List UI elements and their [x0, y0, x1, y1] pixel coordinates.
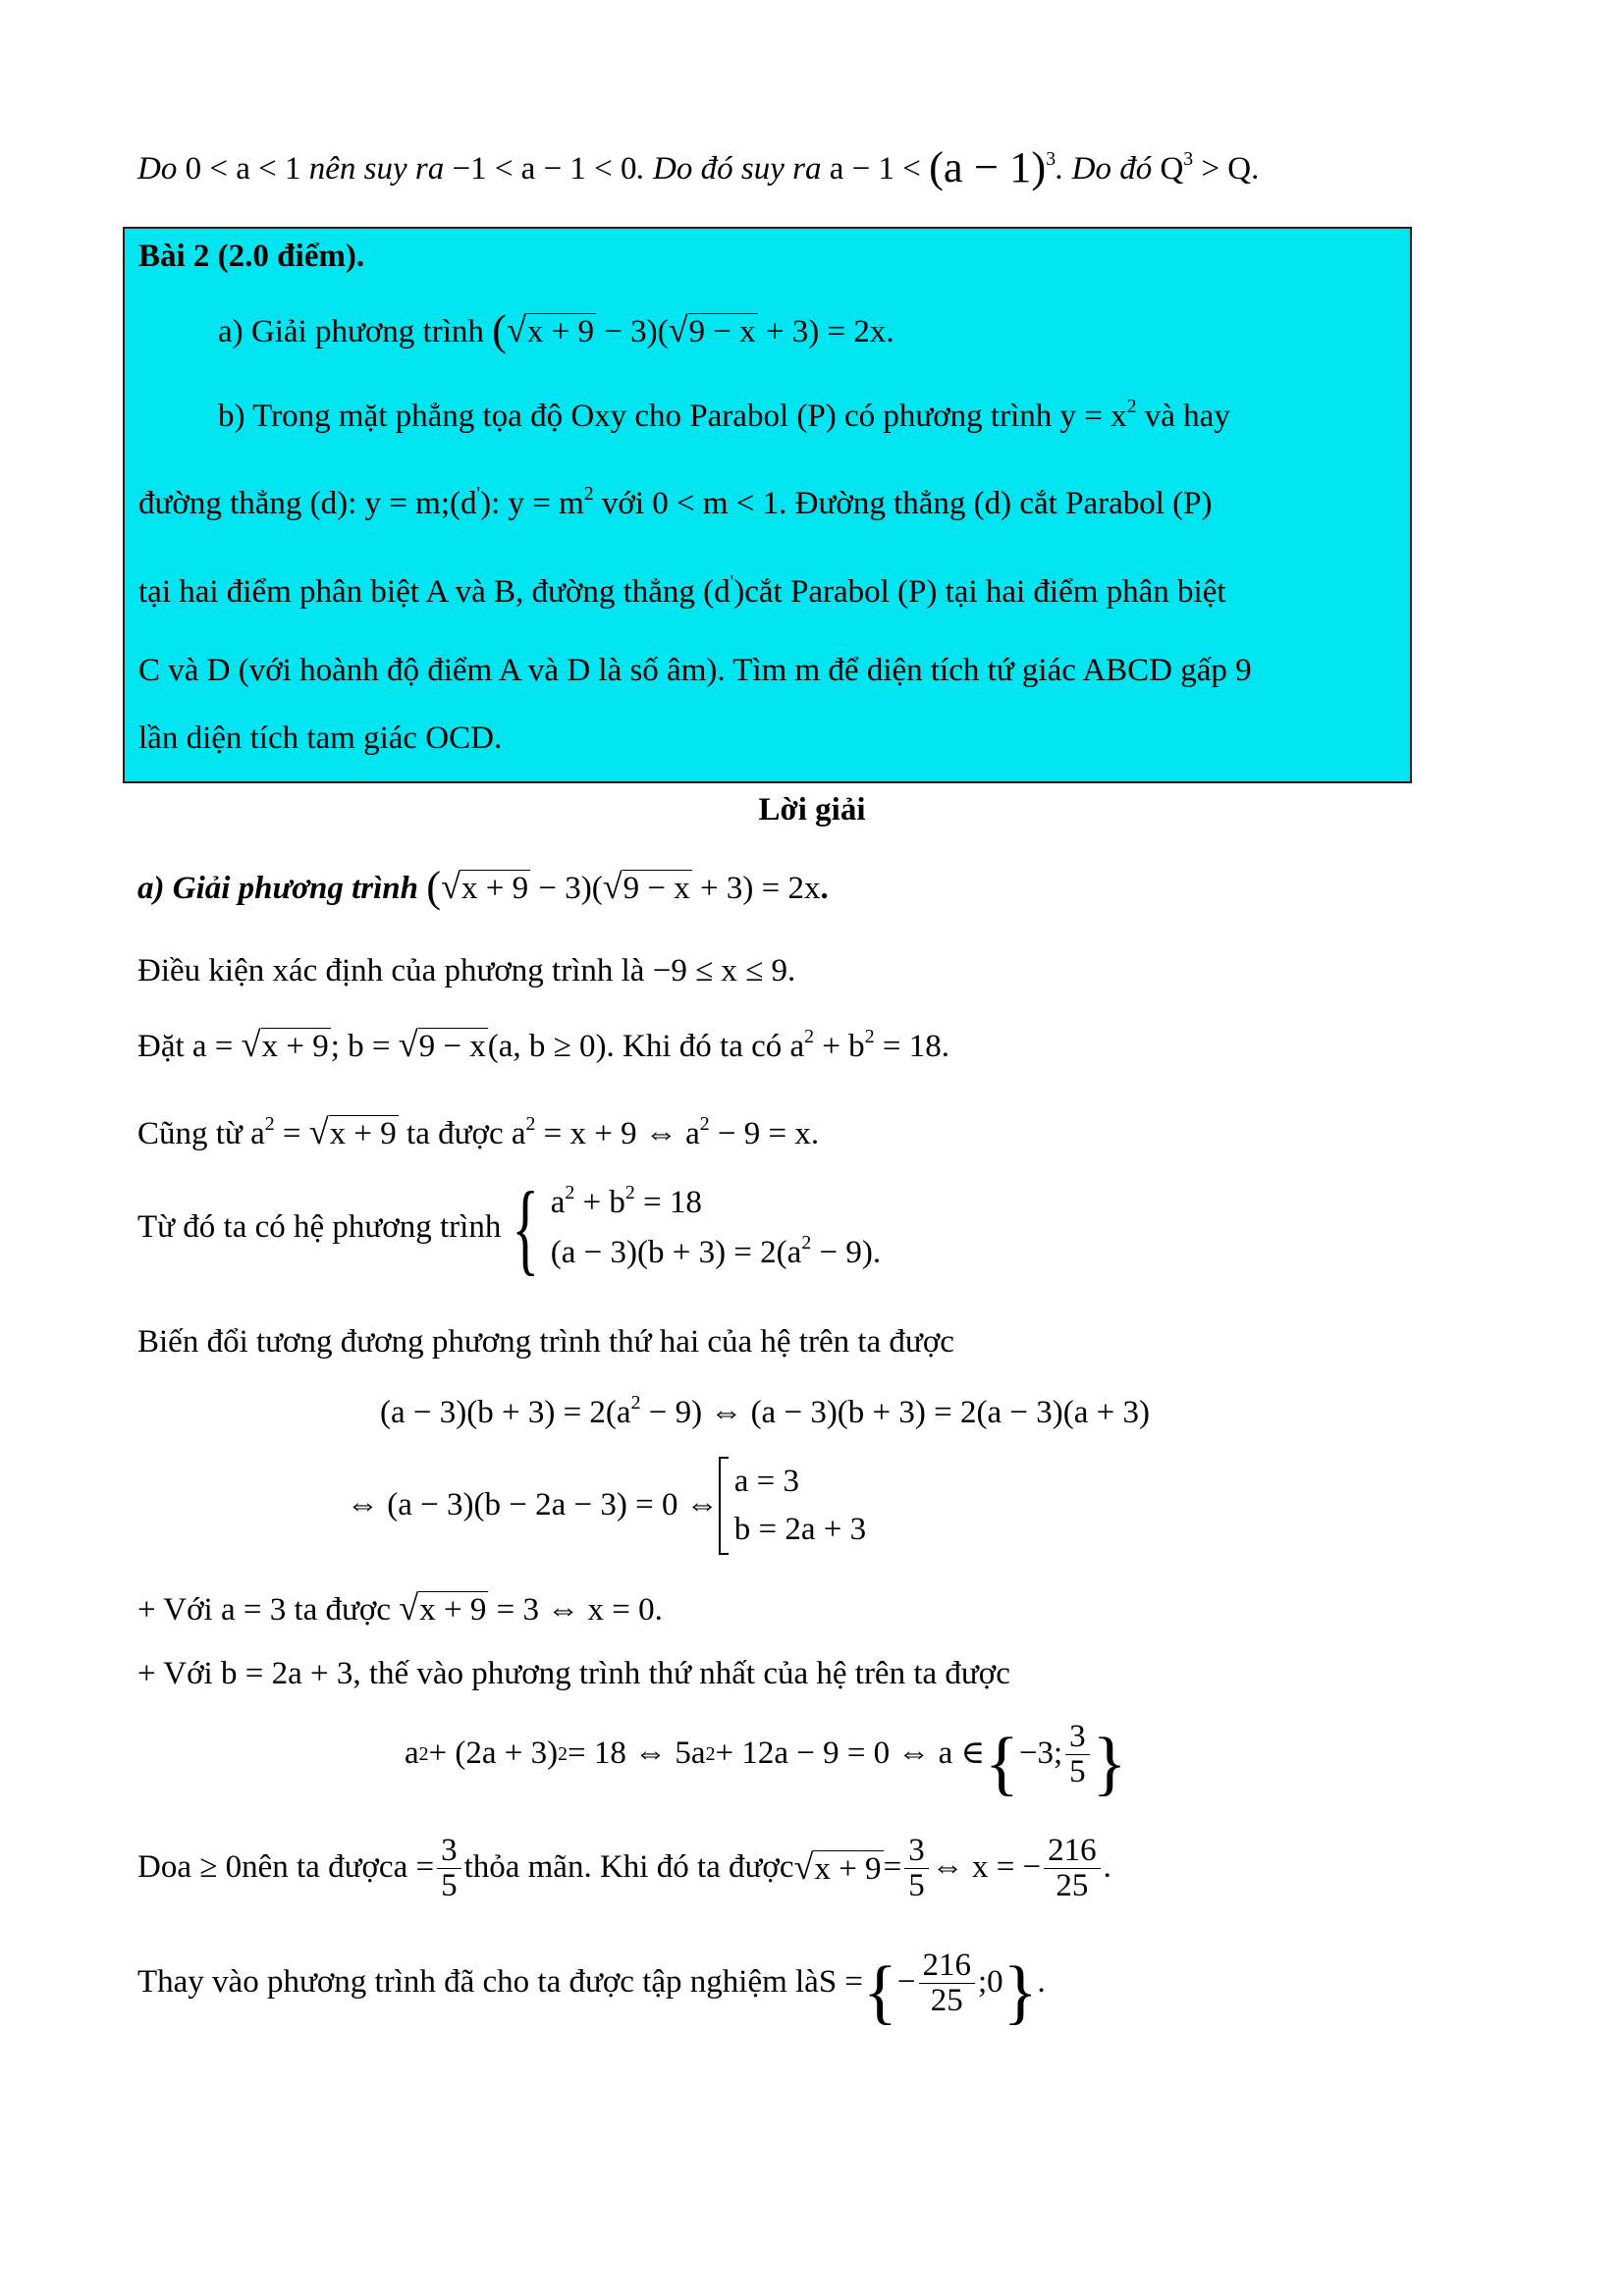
solution-part-a-heading: a) Giải phương trình (√x + 9 − 3)(√9 − x + 3) = 2x.: [137, 861, 829, 911]
problem-part-b-line5: lần diện tích tam giác OCD.: [138, 721, 503, 756]
transform-eq1: $(a - 3)(b + 3) = 2(a^2 - 9)$ ⇔ (a − 3)(b + 3) = 2(a − 3)(a + 3): [380, 1392, 1150, 1430]
solution-bracket: [719, 1457, 729, 1555]
sqrt-x-plus-9: √x + 9: [506, 310, 595, 349]
solution-heading: Lời giải: [758, 792, 866, 828]
final-line: Thay vào phương trình đã cho ta được tập nghiệm là S = { − $\frac{216}{25}$ ;0 } .: [137, 1948, 1046, 2031]
case1-line: + Với a = 3 ta được √x + 9 = 3 ⇔ x = 0.: [137, 1588, 663, 1628]
case2-line: + Với b = 2a + 3, thế vào phương trình thứ nhất của hệ trên ta được: [137, 1656, 1010, 1691]
problem-title: Bài 2 (2.0 điểm).: [138, 239, 365, 274]
problem-part-b-line2: đường thẳng (d): y = m;(d'): $y = m^2$ với 0 < m < 1. Đường thẳng (d) cắt Parabol (P): [138, 483, 1213, 521]
transform-eq2: ⇔ (a − 3)(b − 2a − 3) = 0 ⇔ a = 3 b = 2a + 3: [347, 1457, 866, 1555]
domain-condition: Điều kiện xác định của phương trình là −9 ≤ x ≤ 9.: [137, 953, 796, 988]
substitution-line: Đặt a = √x + 9; b = √9 − x(a, b ≥ 0). Khi đó ta có $a^2 + b^2 = 18$.: [137, 1025, 949, 1064]
also-line: Cũng từ $a^2 = √x + 9$ ta được $a^2 = x + 9$ ⇔ $a^2 - 9 = x$.: [137, 1112, 820, 1151]
problem-part-b-line3: tại hai điểm phân biệt A và B, đường thẳng (d')cắt Parabol (P) tại hai điểm phân biệt: [138, 571, 1226, 610]
transform-text: Biến đổi tương đương phương trình thứ hai của hệ trên ta được: [137, 1324, 954, 1360]
system-line: Từ đó ta có hệ phương trình { $a^2 + b^2 = 18$ $(a - 3)(b + 3) = 2(a^2 - 9)$.: [137, 1170, 882, 1286]
problem-part-b-line1: b) Trong mặt phẳng tọa độ Oxy cho Parabol (P) có phương trình $y = x^2$ và hay: [218, 396, 1230, 434]
problem-part-a: a) Giải phương trình (√x + 9 − 3)(√9 − x + 3) = 2x.: [218, 304, 894, 354]
sqrt-9-minus-x: √9 − x: [668, 310, 756, 349]
quadratic-eq: a 2 + (2a + 3) 2 = 18 ⇔ 5a 2 + 12a − 9 = 0 ⇔ a ∈ { −3; $\frac{3}{5}$ }: [405, 1719, 1127, 1802]
problem-part-b-line4: C và D (với hoành độ điểm A và D là số âm). Tìm m để diện tích tứ giác ABCD gấp 9: [138, 653, 1252, 688]
since-line: Do a ≥ 0 nên ta được a = $\frac{3}{5}$ thỏa mãn. Khi đó ta được √x + 9 = $\frac{3}{5}$ ⇔ x = − $\frac{216}{25}$ .: [137, 1833, 1111, 1903]
top-line: Do 0 < a < 1 nên suy ra −1 < a − 1 < 0. Do đó suy ra $a - 1 < (a - 1)^3$. Do đó $Q^3 > Q$.: [137, 141, 1260, 191]
equation-system: { $a^2 + b^2 = 18$ $(a - 3)(b + 3) = 2(a^2 - 9)$.: [512, 1170, 882, 1286]
